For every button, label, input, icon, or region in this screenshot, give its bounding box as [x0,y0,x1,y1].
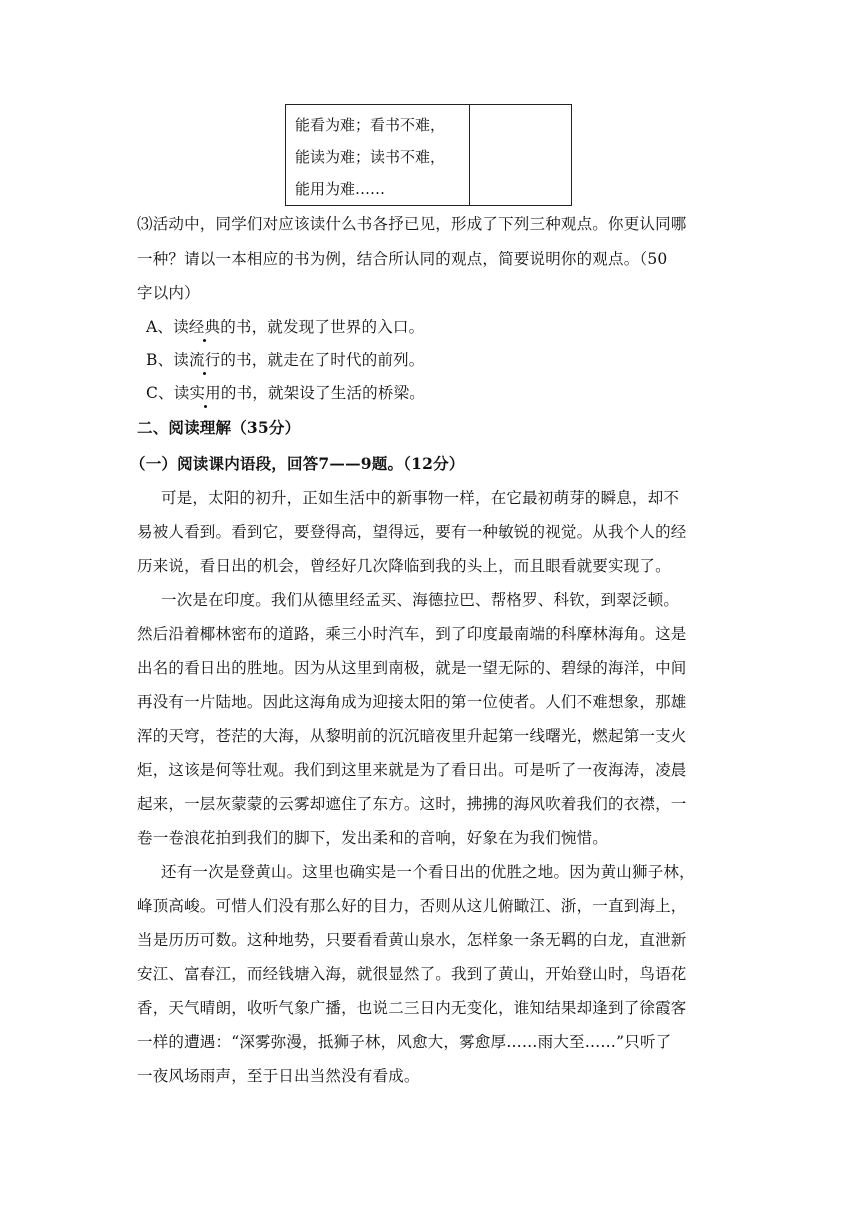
p2-line-8: 卷一卷浪花拍到我们的脚下，发出柔和的音响，好象在为我们惋惜。 [137,829,609,847]
p2-line-3: 出名的看日出的胜地。因为从这里到南极，就是一望无际的、碧绿的海洋，中间 [137,659,687,677]
p1-line-3: 历来说，看日出的机会，曾经好几次降临到我的头上，而且眼看就要实现了。 [137,557,671,575]
dotted-term-c: 实用 [189,384,221,402]
p3-line-1: 还有一次是登黄山。这里也确实是一个看日出的优胜之地。因为黄山狮子林， [161,863,695,881]
quote-table [285,104,572,206]
table-divider [469,105,470,205]
quote-line-3: 能用为难…… [295,180,386,198]
question3-line-2: 一种？请以一本相应的书为例，结合所认同的观点，简要说明你的观点。（50 [137,250,668,268]
p2-line-6: 炬，这该是何等壮观。我们到这里来就是为了看日出。可是听了一夜海涛，凌晨 [137,761,687,779]
question3-line-3: 字以内） [137,284,200,302]
p3-line-5: 香，天气晴朗，收听气象广播，也说二三日内无变化，谁知结果却逢到了徐霞客 [137,999,687,1017]
option-a: A、读经典的书，就发现了世界的入口。 [146,318,425,336]
p3-line-6: 一样的遭遇：“深雾弥漫，抵狮子林，风愈大，雾愈厚……雨大至……”只听了 [137,1033,672,1051]
option-b: B、读流行的书，就走在了时代的前列。 [146,351,425,369]
p2-line-7: 起来，一层灰蒙蒙的云雾却遮住了东方。这时，拂拂的海风吹着我们的衣襟，一 [137,795,687,813]
p2-line-2: 然后沿着椰林密布的道路，乘三小时汽车，到了印度最南端的科摩林海角。这是 [137,625,687,643]
p2-line-5: 浑的天穹，苍茫的大海，从黎明前的沉沉暗夜里升起第一线曙光，燃起第一支火 [137,727,687,745]
p3-line-3: 当是历历可数。这种地势，只要看看黄山泉水，怎样象一条无羁的白龙，直泄新 [137,931,687,949]
p3-line-7: 一夜风场雨声，至于日出当然没有看成。 [137,1067,420,1085]
p1-line-1: 可是，太阳的初升，正如生活中的新事物一样，在它最初萌芽的瞬息，却不 [161,489,680,507]
quote-line-2: 能读为难；读书不难， [295,148,446,166]
quote-line-1: 能看为难；看书不难， [295,116,446,134]
p3-line-2: 峰顶高峻。可惜人们没有那么好的目力，否则从这儿俯瞰江、浙，一直到海上， [137,897,687,915]
dotted-term-a: 经典 [188,318,221,336]
section2-heading: 二、阅读理解（35分） [137,418,301,437]
p1-line-2: 易被人看到。看到它，要登得高，望得远，要有一种敏锐的视觉。从我个人的经 [137,523,687,541]
quote-table-cell [295,109,469,205]
p2-line-4: 再没有一片陆地。因此这海角成为迎接太阳的第一位使者。人们不难想象，那雄 [137,693,687,711]
dotted-term-b: 流行 [189,351,221,369]
question3-line-1: ⑶活动中，同学们对应该读什么书各抒已见，形成了下列三种观点。你更认同哪 [137,215,687,233]
p3-line-4: 安江、富春江，而经钱塘入海，就很显然了。我到了黄山，开始登山时，鸟语花 [137,965,687,983]
option-c: C、读实用的书，就架设了生活的桥梁。 [146,384,425,402]
section2-sub-heading: （一）阅读课内语段，回答7——9题。（12分） [130,454,465,473]
p2-line-1: 一次是在印度。我们从德里经孟买、海德拉巴、帮格罗、科钦，到翠泛顿。 [161,591,680,609]
